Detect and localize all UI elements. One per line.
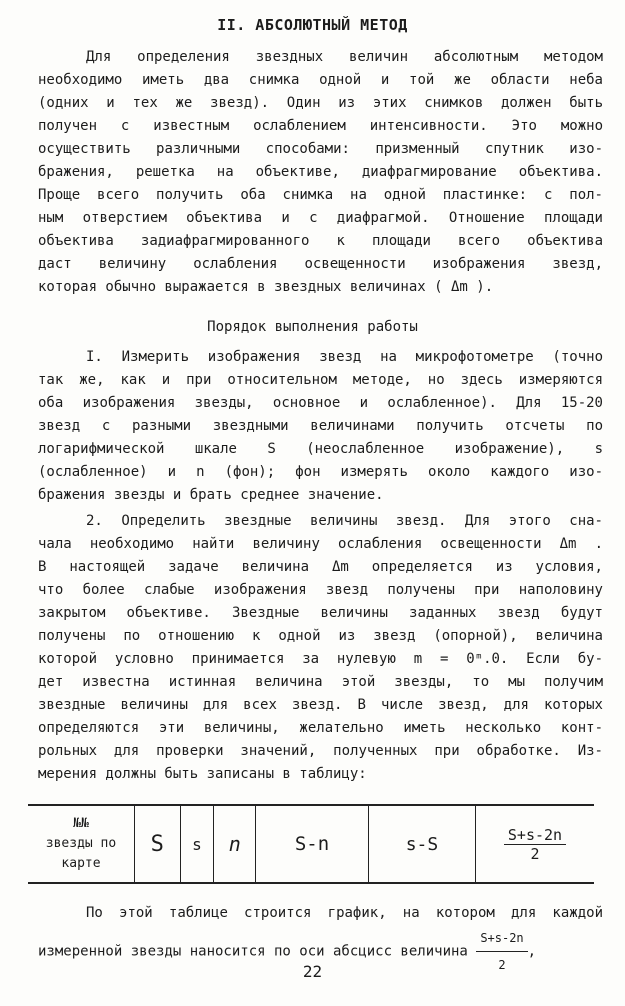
star-number-header-line: звезды по <box>45 836 117 851</box>
star-number-header <box>28 805 135 883</box>
text-line: I. Измерить изображения звезд на микрофотометре (точно <box>86 349 603 365</box>
column-header-s: s <box>180 805 214 883</box>
closing-text: измеренной звезды наносится по оси абсцисс величина <box>38 943 468 960</box>
closing-punctuation: , <box>527 943 537 960</box>
text-line: (ослабленное) и n (фон); фон измерять около каждого изо- <box>38 464 603 480</box>
text-line: бражения звезды и брать среднее значение. <box>38 487 384 503</box>
text-line: что более слабые изображения звезд получены при наполовину <box>38 582 603 598</box>
step-1-paragraph <box>38 346 603 507</box>
column-header-S: S <box>135 805 181 883</box>
text-line: даст величину ослабления освещенности изображения звезд, <box>38 256 603 272</box>
text-line: закрытом объективе. Звездные величины заданных звезд будут <box>38 605 603 621</box>
text-line: В настоящей задаче величина Δm определяется из условия, <box>38 559 603 575</box>
text-line: получен с известным ослаблением интенсивности. Это можно <box>38 118 603 134</box>
text-line: дет известна истинная величина этой звезды, то мы получим <box>38 674 603 690</box>
table-header-row <box>28 805 594 883</box>
column-header-S-minus-n: S-n <box>256 805 369 883</box>
column-header-mean-formula <box>476 805 595 883</box>
text-line: звезд с разными звездными величинами получить отсчеты по <box>38 418 603 434</box>
section-title: II. АБСОЛЮТНЫЙ МЕТОД <box>217 16 408 34</box>
text-line: По этой таблице строится график, на котором для каждой <box>86 905 603 921</box>
column-header-s-minus-S: s-S <box>368 805 475 883</box>
text-line: бражения, решетка на объективе, диафрагмирование объектива. <box>38 164 603 180</box>
intro-paragraph <box>38 46 603 299</box>
page-number: 22 <box>302 962 323 981</box>
formula-denominator: 2 <box>530 844 540 863</box>
text-line: которой условно принимается за нулевую m = 0ᵐ.0. Если бу- <box>38 651 603 667</box>
text-line: рольных для проверки значений, полученных при обработке. Из- <box>38 743 603 759</box>
star-number-header-line: №№ <box>73 816 89 831</box>
text-line: получены по отношению к одной из звезд (опорной), величина <box>38 628 603 644</box>
measurements-table <box>28 804 594 884</box>
step-2-paragraph <box>38 510 603 786</box>
text-line: определяются эти величины, желательно иметь несколько конт- <box>38 720 603 736</box>
star-number-header-line: карте <box>61 856 101 871</box>
text-line: Проще всего получить оба снимка на одной пластинке: с пол- <box>38 187 603 203</box>
procedure-heading: Порядок выполнения работы <box>207 319 418 335</box>
text-line: мерения должны быть записаны в таблицу: <box>38 766 367 782</box>
text-line: чала необходимо найти величину ослабления освещенности Δm . <box>38 536 603 552</box>
text-line: осуществить различными способами: призменный спутник изо- <box>38 141 603 157</box>
text-line: 2. Определить звездные величины звезд. Для этого сна- <box>86 513 603 529</box>
text-line: объектива задиафрагмированного к площади всего объектива <box>38 233 603 249</box>
text-line: звездные величины для всех звезд. В числе звезд, для которых <box>38 697 603 713</box>
text-line: необходимо иметь два снимка одной и той же области неба <box>38 72 603 88</box>
text-line: логарифмической шкале S (неослабленное изображение), s <box>38 441 603 457</box>
mean-formula <box>504 826 566 863</box>
formula-numerator: S+s-2n <box>504 826 566 845</box>
text-line: (одних и тех же звезд). Один из этих снимков должен быть <box>38 95 603 111</box>
text-line: Для определения звездных величин абсолютным методом <box>86 49 603 65</box>
text-line: оба изображения звезды, основное и ослабленное). Для 15-20 <box>38 395 603 411</box>
text-line: ным отверстием объектива и с диафрагмой. Отношение площади <box>38 210 603 226</box>
text-line: которая обычно выражается в звездных величинах ( Δm ). <box>38 279 494 295</box>
column-header-n: n <box>214 805 256 883</box>
formula-denominator: 2 <box>498 958 506 972</box>
text-line: так же, как и при относительном методе, но здесь измеряются <box>38 372 603 388</box>
formula-numerator: S+s-2n <box>476 925 527 952</box>
